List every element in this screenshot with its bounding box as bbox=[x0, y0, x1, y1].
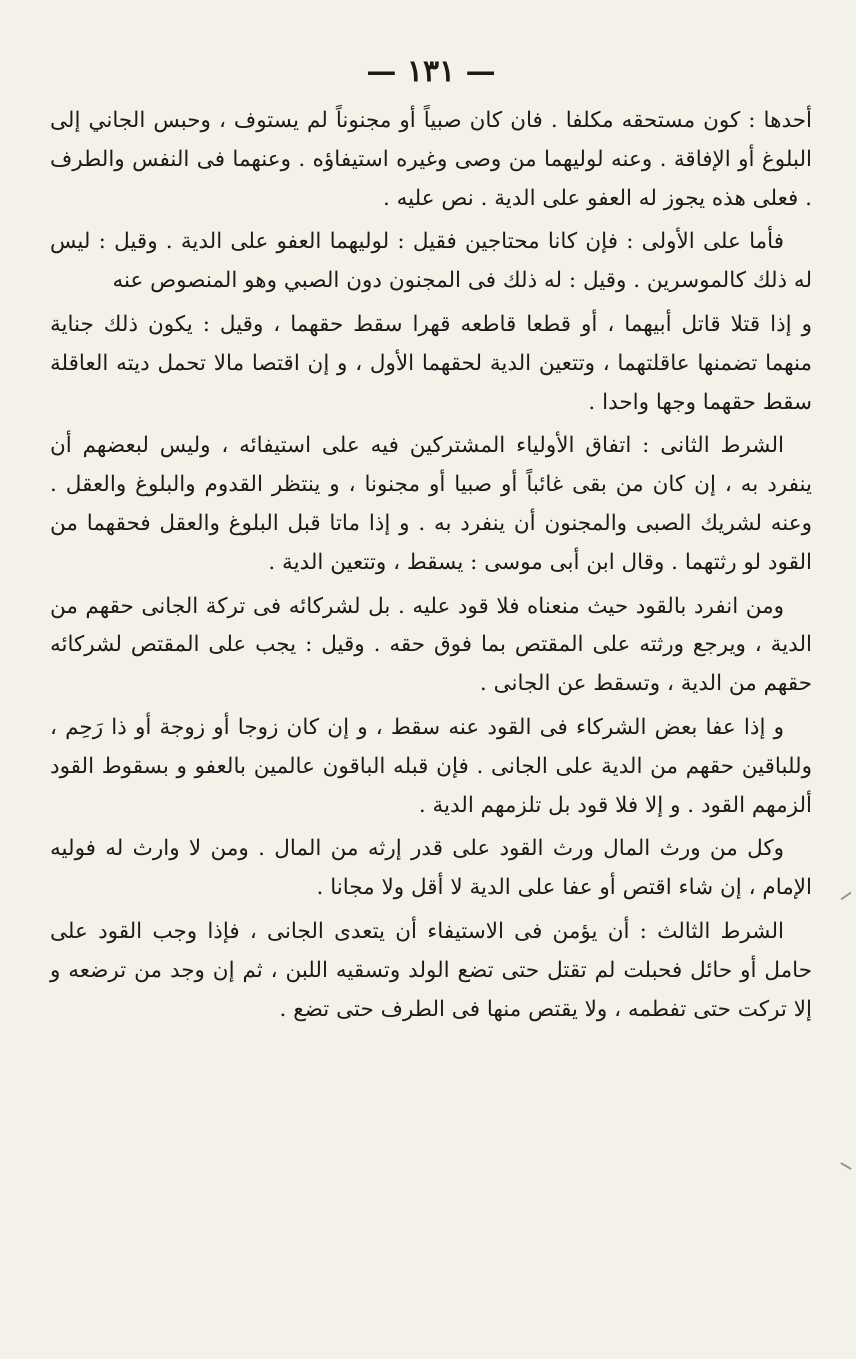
page-edge-mark bbox=[840, 1162, 851, 1170]
paragraph-2: فأما على الأولى : فإن كانا محتاجين فقيل : لوليهما العفو على الدية . وقيل : ليس له ذلك كالموسرين . وقيل : له ذلك فى المجنون دون الصبي وهو المنصوص عنه bbox=[50, 229, 812, 294]
body-text bbox=[50, 102, 812, 1029]
paragraph-6: و إذا عفا بعض الشركاء فى القود عنه سقط ، و إن كان زوجا أو زوجة أو ذا رَحِم ، وللباقين حقهم من الدية على الجانى . فإن قبله الباقون عالمين بالعفو و بسقوط القود ألزمهم القود . و إلا فلا قود بل تلزمهم الدية . bbox=[50, 714, 812, 818]
paragraph-3: و إذا قتلا قاتل أبيهما ، أو قطعا قاطعه قهرا سقط حقهما ، وقيل : يكون ذلك جناية منهما تضمنها عاقلتهما ، وتتعين الدية لحقهما الأول ، و إن اقتصا مالا تحمل ديته العاقلة سقط حقهما وجها واحدا . bbox=[50, 311, 812, 415]
page-edge-mark bbox=[841, 892, 852, 901]
paragraph-8: الشرط الثالث : أن يؤمن فى الاستيفاء أن يتعدى الجانى ، فإذا وجب القود على حامل أو حائل فحبلت لم تقتل حتى تضع الولد وتسقيه اللبن ، ثم إن وجد من ترضعه و إلا تركت حتى تفطمه ، ولا يقتص منها فى الطرف حتى تضع . bbox=[50, 918, 812, 1022]
paragraph-4: الشرط الثانى : اتفاق الأولياء المشتركين فيه على استيفائه ، وليس لبعضهم أن ينفرد به ، إن كان من بقى غائباً أو صبيا أو مجنونا ، و ينتظر القدوم والبلوغ والعقل . وعنه لشريك الصبى والمجنون أن ينفرد به . و إذا ماتا قبل البلوغ والعقل فحقهما من القود لو رثتهما . وقال ابن أبى موسى : يسقط ، وتتعين الدية . bbox=[50, 433, 812, 575]
page-number: — ١٣١ — bbox=[366, 54, 496, 89]
paragraph-7: وكل من ورث المال ورث القود على قدر إرثه من المال . ومن لا وارث له فوليه الإمام ، إن شاء اقتص أو عفا على الدية لا أقل ولا مجانا . bbox=[50, 836, 812, 901]
paragraph-1: أحدها : كون مستحقه مكلفا . فان كان صبياً أو مجنوناً لم يستوف ، وحبس الجاني إلى البلوغ أو الإفاقة . وعنه لوليهما من وصى وغيره استيفاؤه . وعنهما فى النفس والطرف . فعلى هذه يجوز له العفو على الدية . نص عليه . bbox=[50, 108, 812, 211]
paragraph-5: ومن انفرد بالقود حيث منعناه فلا قود عليه . بل لشركائه فى تركة الجانى حقهم من الدية ، ويرجع ورثته على المقتص بما فوق حقه . وقيل : يجب على المقتص لشركائه حقهم من الدية ، وتسقط عن الجانى . bbox=[50, 593, 812, 697]
